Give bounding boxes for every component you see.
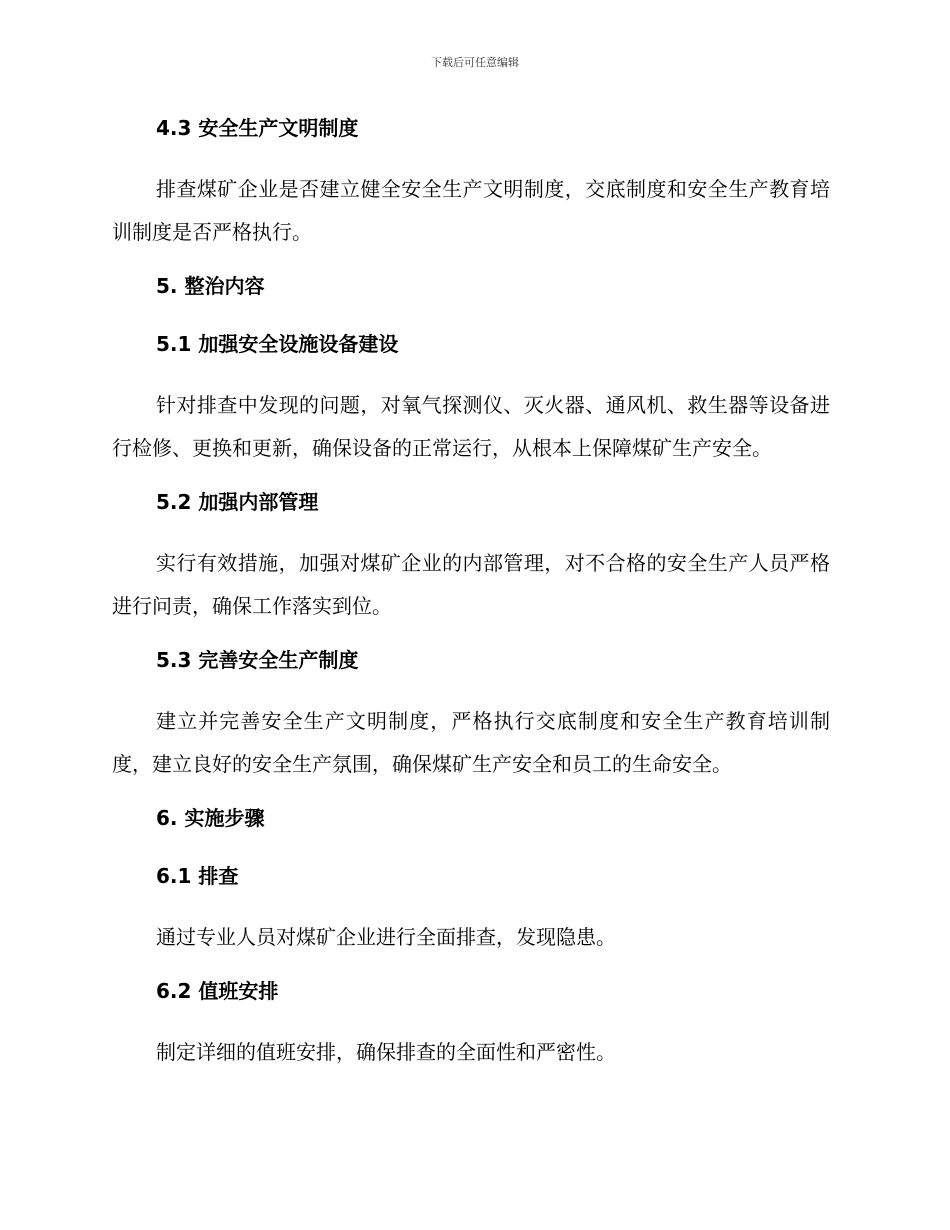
section-heading-5-2: 5.2 加强内部管理 — [156, 490, 319, 514]
section-heading-4-3: 4.3 安全生产文明制度 — [156, 116, 359, 140]
paragraph-5-1: 针对排查中发现的问题，对氧气探测仪、灭火器、通风机、救生器等设备进行检修、更换和更新，确保设备的正常运行，从根本上保障煤矿生产安全。 — [112, 393, 830, 460]
paragraph-4-3: 排查煤矿企业是否建立健全安全生产文明制度，交底制度和安全生产教育培训制度是否严格执行。 — [112, 177, 830, 244]
section-heading-6-2: 6.2 值班安排 — [156, 979, 279, 1003]
paragraph-5-2: 实行有效措施，加强对煤矿企业的内部管理，对不合格的安全生产人员严格进行问责，确保工作落实到位。 — [112, 551, 830, 618]
paragraph-5-3: 建立并完善安全生产文明制度，严格执行交底制度和安全生产教育培训制度，建立良好的安全生产氛围，确保煤矿生产安全和员工的生命安全。 — [112, 709, 830, 776]
paragraph-6-1: 通过专业人员对煤矿企业进行全面排查，发现隐患。 — [156, 925, 616, 949]
section-heading-5-3: 5.3 完善安全生产制度 — [156, 648, 359, 672]
document-body — [112, 110, 830, 1088]
section-heading-6-1: 6.1 排查 — [156, 864, 239, 888]
paragraph-6-2: 制定详细的值班安排，确保排查的全面性和严密性。 — [156, 1040, 616, 1064]
section-heading-6: 6. 实施步骤 — [156, 806, 265, 830]
section-heading-5: 5. 整治内容 — [156, 274, 265, 298]
section-heading-5-1: 5.1 加强安全设施设备建设 — [156, 332, 399, 356]
page-header-note: 下载后可任意编辑 — [431, 56, 519, 69]
